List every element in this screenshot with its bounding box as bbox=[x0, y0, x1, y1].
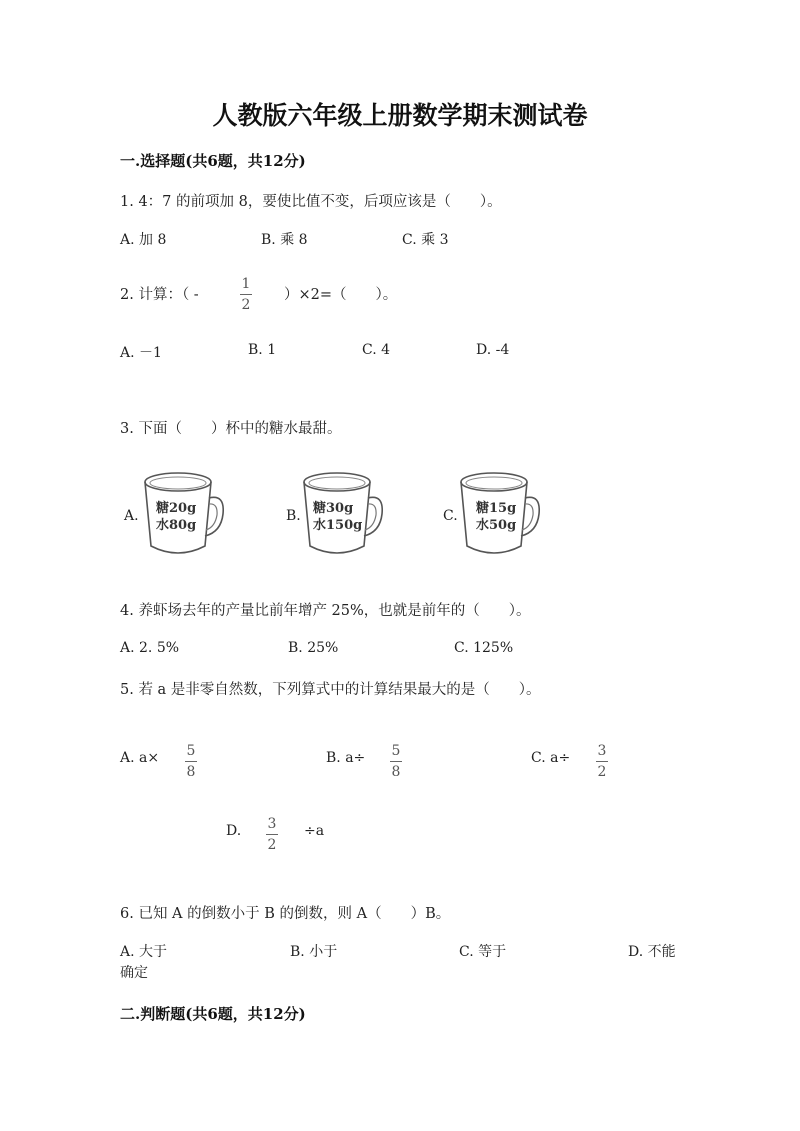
fraction-denominator: 2 bbox=[241, 297, 251, 313]
question-4-option-c: C. 125% bbox=[454, 640, 514, 656]
fraction-bar bbox=[596, 761, 608, 762]
question-5-option-a-prefix: A. a× bbox=[120, 750, 160, 766]
cup-b-label: B. bbox=[286, 508, 301, 524]
fraction-bar bbox=[390, 761, 402, 762]
cup-a-sugar: 糖20g bbox=[156, 501, 197, 516]
question-6-option-d-wrap: 确定 bbox=[120, 965, 148, 981]
cup-b-water: 水150g bbox=[313, 518, 363, 533]
cup-c-label: C. bbox=[443, 508, 458, 524]
cup-a-image bbox=[143, 470, 228, 562]
question-1-stem: 1. 4：7 的前项加 8，要使比值不变，后项应该是（ ）。 bbox=[120, 194, 502, 210]
section-heading-judgement: 二.判断题(共6题，共12分) bbox=[120, 1005, 306, 1023]
fraction-denominator: 8 bbox=[391, 764, 401, 780]
question-6-option-c: C. 等于 bbox=[459, 944, 507, 960]
fraction-bar bbox=[240, 294, 252, 295]
question-4-option-a: A. 2. 5% bbox=[120, 640, 180, 656]
question-2-option-d: D. -4 bbox=[476, 342, 510, 358]
cup-a-label: A. bbox=[124, 508, 139, 524]
fraction-numerator: 5 bbox=[186, 743, 196, 759]
question-5-option-b-fraction bbox=[390, 743, 402, 780]
question-5-option-a-fraction bbox=[185, 743, 197, 780]
question-5-option-d-prefix: D. bbox=[226, 823, 242, 839]
question-6-option-d: D. 不能 bbox=[628, 944, 676, 960]
cup-a-water: 水80g bbox=[156, 518, 197, 533]
question-5-option-d-suffix: ÷a bbox=[304, 823, 325, 839]
question-6-option-a: A. 大于 bbox=[120, 944, 168, 960]
cup-c-image bbox=[459, 470, 544, 562]
question-5-option-d-fraction bbox=[266, 816, 278, 853]
question-6-stem: 6. 已知 A 的倒数小于 B 的倒数，则 A（ ）B。 bbox=[120, 906, 451, 922]
question-2-option-a: A. －1 bbox=[120, 345, 162, 361]
fraction-numerator: 3 bbox=[267, 816, 277, 832]
question-6-option-b: B. 小于 bbox=[290, 944, 338, 960]
fraction-denominator: 2 bbox=[597, 764, 607, 780]
question-1-option-a: A. 加 8 bbox=[120, 232, 167, 248]
cup-c-sugar: 糖15g bbox=[476, 501, 517, 516]
question-1-option-b: B. 乘 8 bbox=[261, 232, 308, 248]
cup-b-sugar: 糖30g bbox=[313, 501, 354, 516]
question-2-stem-prefix: 2. 计算：（ - bbox=[120, 287, 199, 303]
question-3-stem: 3. 下面（ ）杯中的糖水最甜。 bbox=[120, 421, 342, 437]
section-heading-choice: 一.选择题(共6题，共12分) bbox=[120, 152, 306, 170]
fraction-numerator: 3 bbox=[597, 743, 607, 759]
question-5-option-c-prefix: C. a÷ bbox=[531, 750, 571, 766]
question-5-option-c-fraction bbox=[596, 743, 608, 780]
fraction-bar bbox=[185, 761, 197, 762]
question-5-stem: 5. 若 a 是非零自然数，下列算式中的计算结果最大的是（ ）。 bbox=[120, 682, 541, 698]
fraction-numerator: 1 bbox=[241, 276, 251, 292]
cup-c-water: 水50g bbox=[476, 518, 517, 533]
question-2-stem-suffix: ）×2=（ ）。 bbox=[284, 287, 398, 303]
question-4-option-b: B. 25% bbox=[288, 640, 339, 656]
question-2-option-c: C. 4 bbox=[362, 342, 391, 358]
question-4-stem: 4. 养虾场去年的产量比前年增产 25%，也就是前年的（ ）。 bbox=[120, 603, 531, 619]
question-1-option-c: C. 乘 3 bbox=[402, 232, 449, 248]
fraction-denominator: 8 bbox=[186, 764, 196, 780]
question-2-option-b: B. 1 bbox=[248, 342, 277, 358]
fraction-numerator: 5 bbox=[391, 743, 401, 759]
page-title: 人教版六年级上册数学期末测试卷 bbox=[212, 101, 588, 130]
fraction-denominator: 2 bbox=[267, 837, 277, 853]
cup-b-image bbox=[302, 470, 387, 562]
question-2-fraction bbox=[240, 276, 252, 313]
fraction-bar bbox=[266, 834, 278, 835]
question-5-option-b-prefix: B. a÷ bbox=[326, 750, 366, 766]
